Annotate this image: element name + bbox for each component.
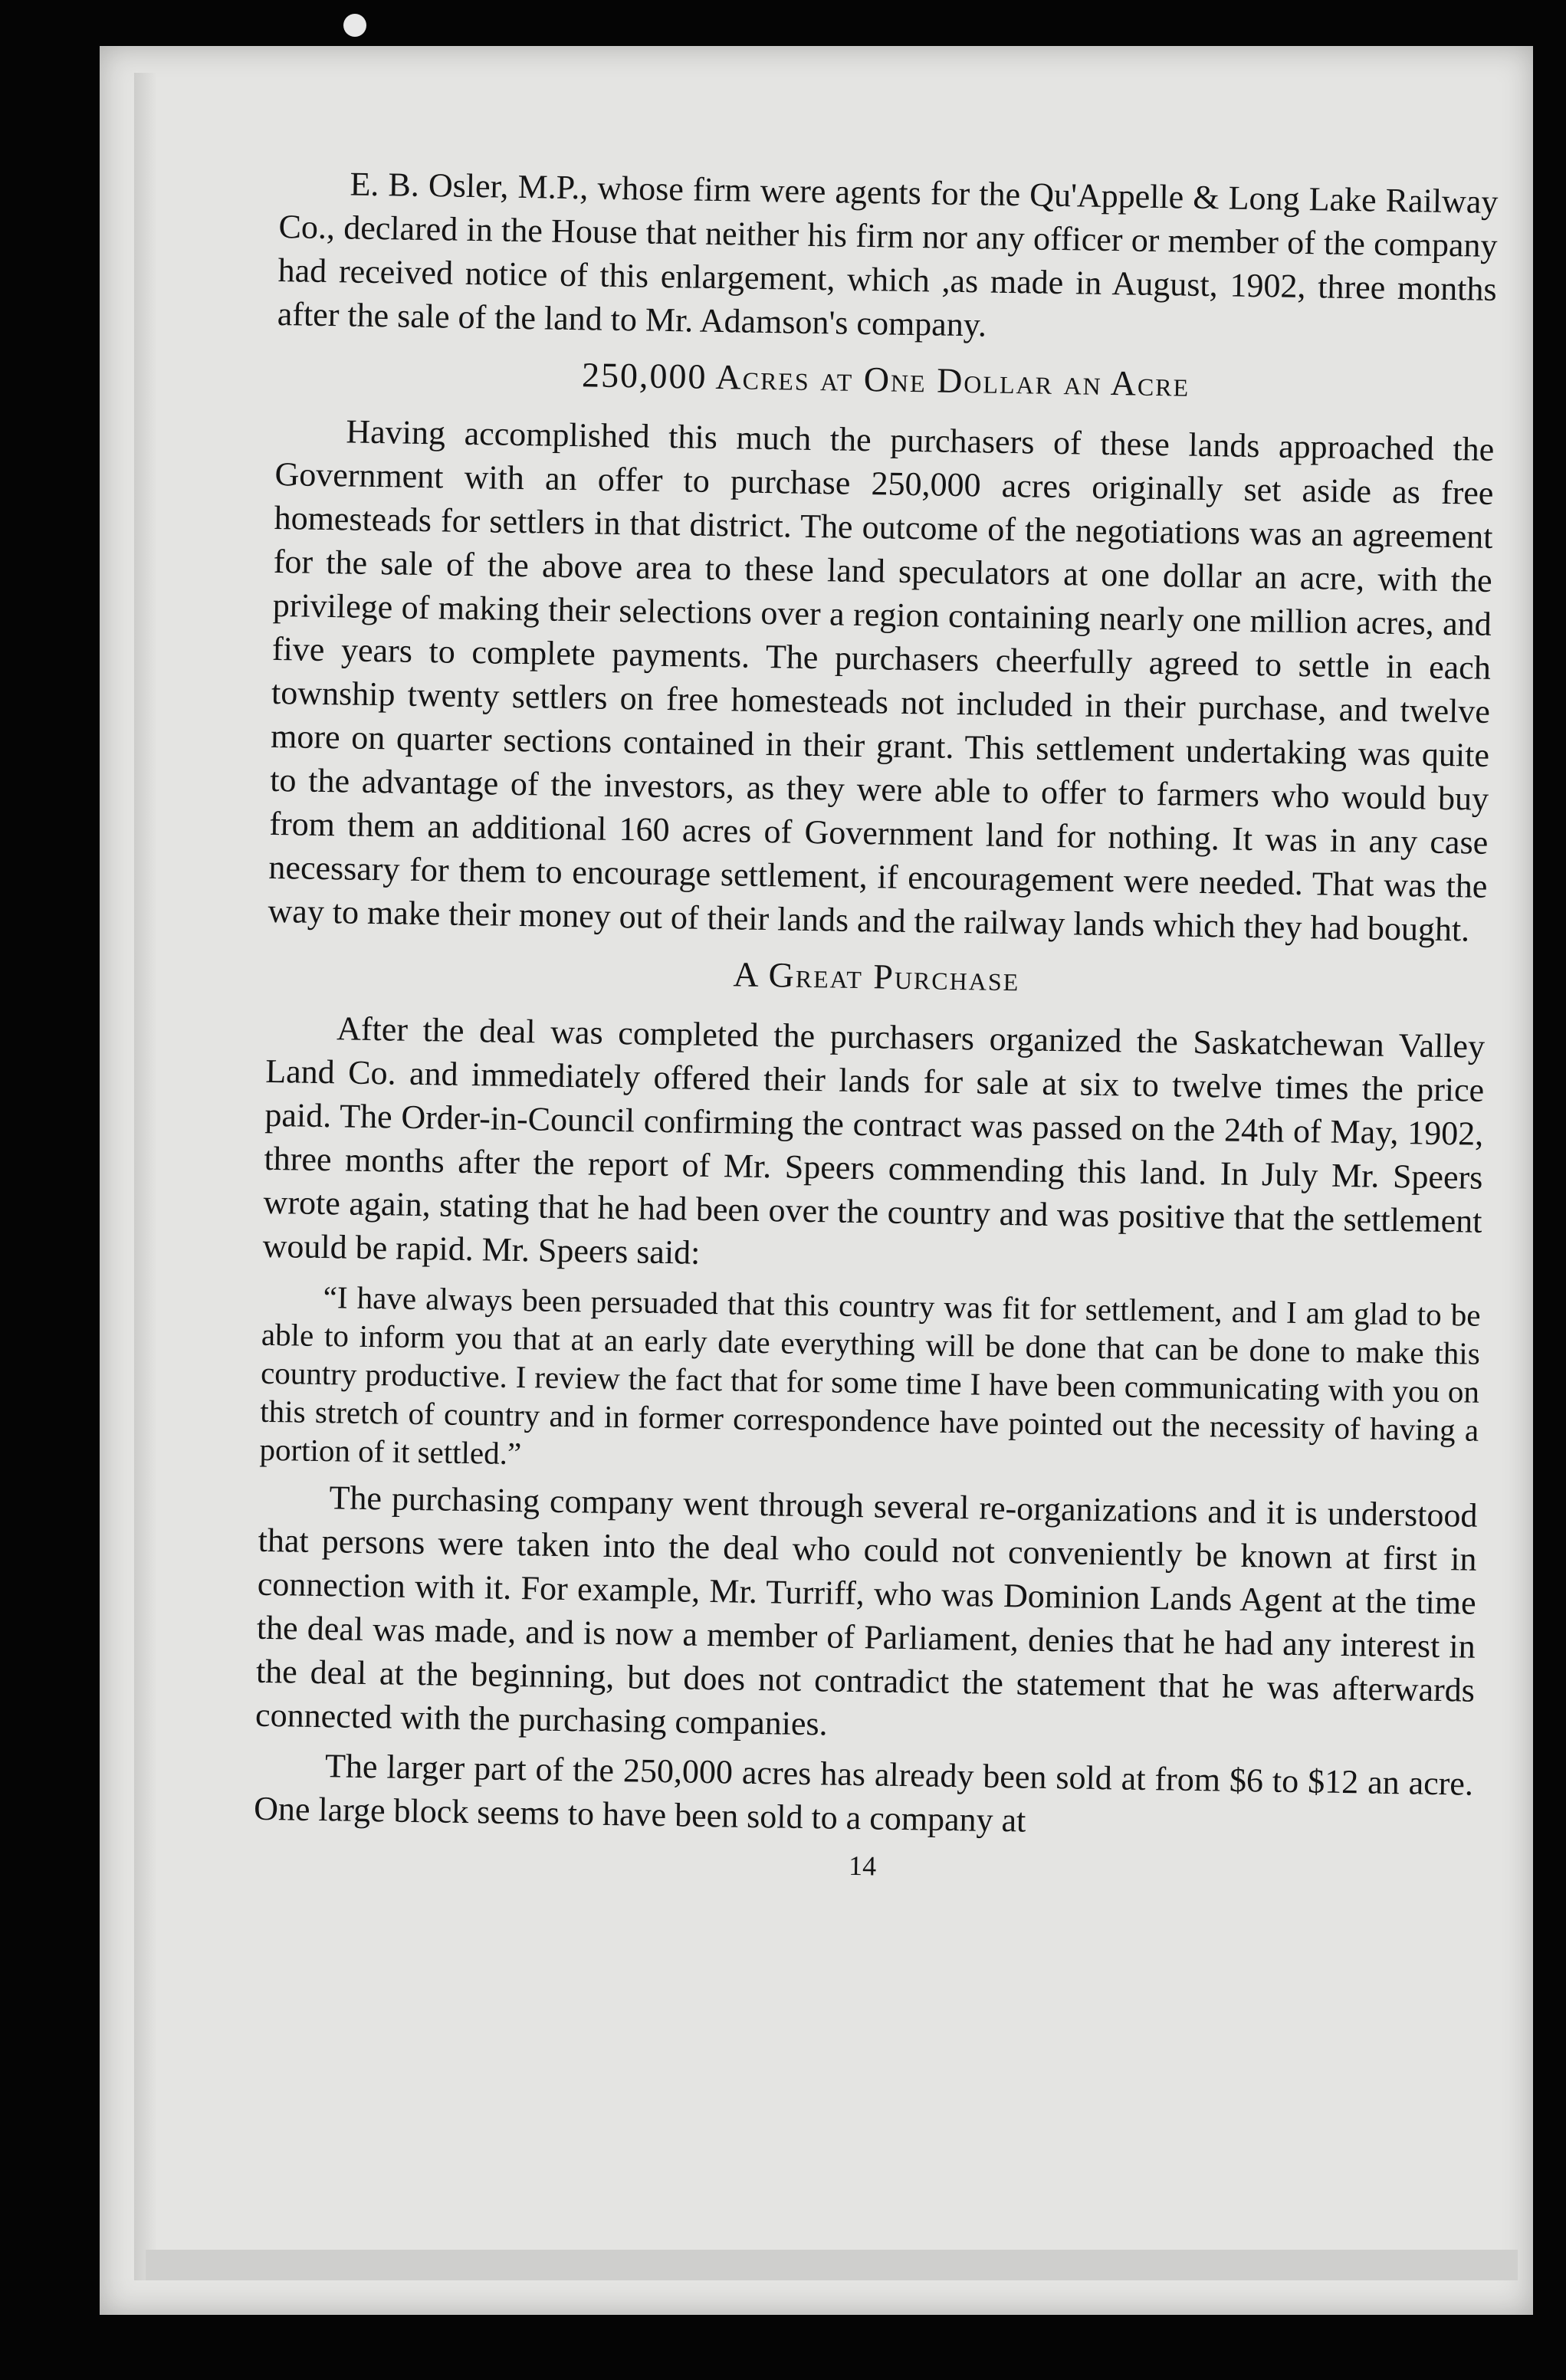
section-heading-great-purchase: A Great Purchase	[733, 954, 1020, 999]
page-text	[253, 161, 1499, 1898]
page-bottom-edge	[146, 2250, 1518, 2280]
paragraph-land-company: After the deal was completed the purchasers organized the Saskatchewan Valley Land Co. and immediately offered their lands for sale at six to twelve times the price paid. The Order-in-Council confirming the contract was passed on the 24th of May, 1902, three months after the report of Mr. Speers commending this land. In July Mr. Speers wrote again, stating that he had been over the country and was positive that the settlement would be rapid. Mr. Speers said:	[262, 1009, 1486, 1272]
paragraph-osler: E. B. Osler, M.P., whose firm were agents for the Qu'Appelle & Long Lake Railway Co., declared in the House that neither his firm nor any officer or member of the company had received notice of this enlargement, which ,as made in August, 1902, three months after the sale of the land to Mr. Adamson's company.	[277, 165, 1499, 344]
page-number: 14	[848, 1850, 877, 1882]
quoted-letter: “I have always been persuaded that this country was fit for settlement, and I am glad to be able to inform you that at an early date everything will be done that can be done to make this country productive. I review the fact that for some time I have been communicating with you on this stretch of country and in former correspondence have pointed out the necessity of having a portion of it settled.”	[259, 1279, 1481, 1472]
paragraph-reorganizations: The purchasing company went through several re-organizations and it is understood that persons were taken into the deal who could not conveniently be known at first in connection with it. For example, Mr. Turriff, who was Dominion Lands Agent at the time the deal was made, and is now a member of Parliament, denies that he had any interest in the deal at the beginning, but does not contradict the statement that he was afterwards connected with the purchasing companies.	[254, 1479, 1478, 1743]
paragraph-sales: The larger part of the 250,000 acres has already been sold at from $6 to $12 an acre. One large block seems to have been sold to a company at	[253, 1747, 1474, 1840]
page-binding-edge	[134, 73, 157, 2280]
paragraph-purchase-offer: Having accomplished this much the purchasers of these lands approached the Government with an offer to purchase 250,000 acres originally set aside as free homesteads for settlers in that district. The outcome of the negotiations was an agreement for the sale of the above area to these land speculators at one dollar an acre, with the privilege of making their selections over a region containing nearly one million acres, and five years to complete payments. The purchasers cheerfully agreed to settle in each township twenty settlers on free homesteads not included in their purchase, and twelve more on quarter sections contained in their grant. This settlement undertaking was quite to the advantage of the investors, as they were able to offer to farmers who would buy from them an additional 160 acres of Government land for nothing. It was in any case necessary for them to encourage settlement, if encouragement were needed. That was the way to make their money out of their lands and the railway lands which they had bought.	[268, 412, 1495, 949]
punch-hole	[343, 14, 366, 37]
section-heading-acres: 250,000 Acres at One Dollar an Acre	[581, 355, 1190, 404]
